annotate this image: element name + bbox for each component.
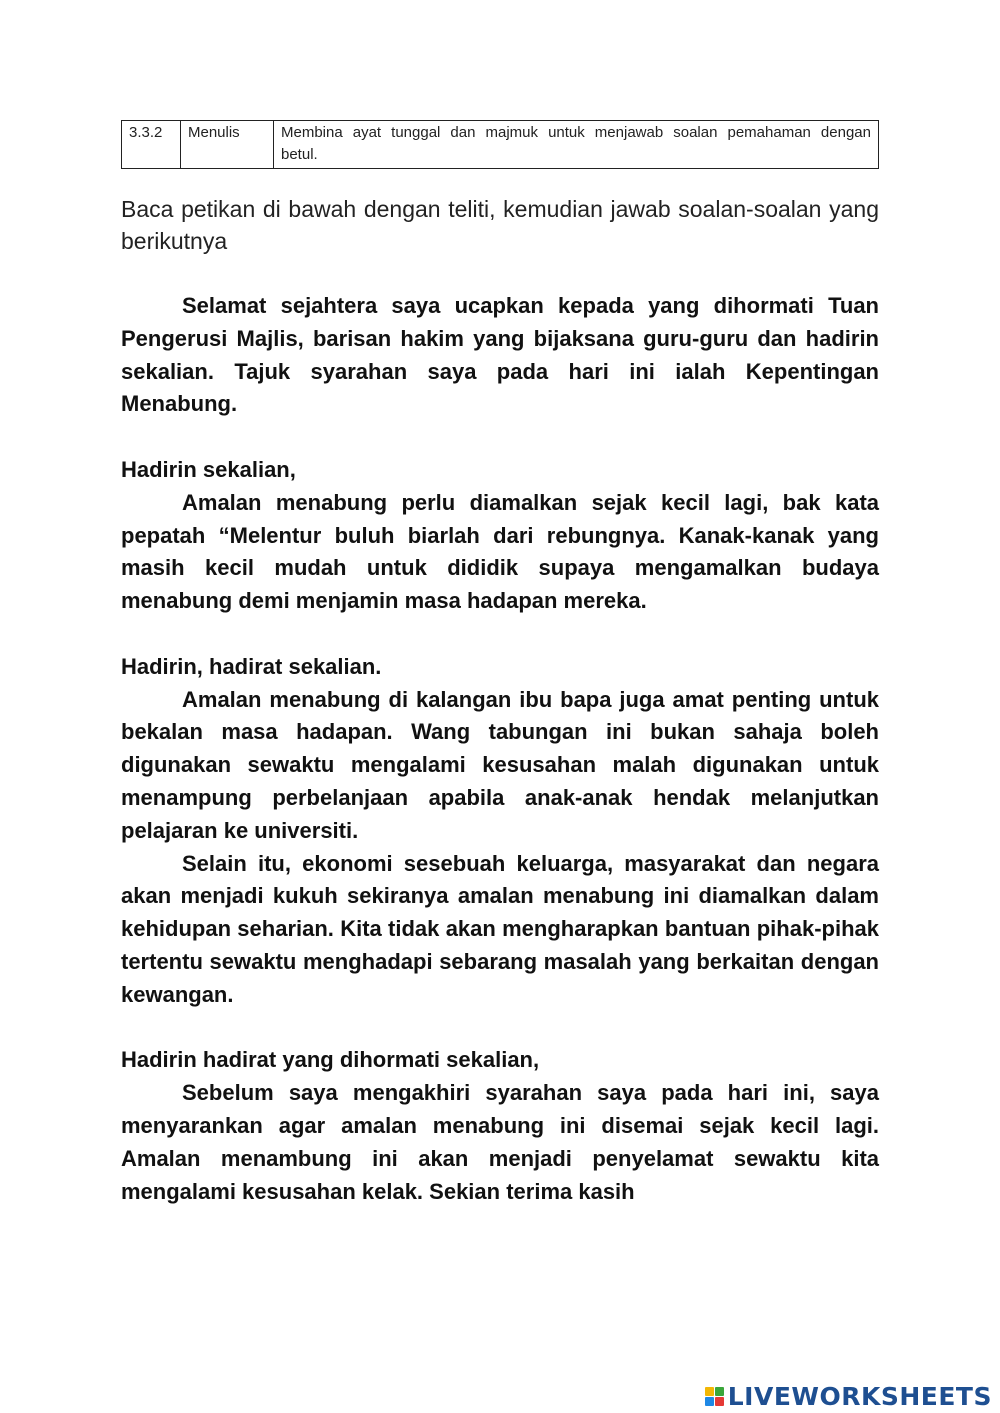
reading-passage: [121, 290, 879, 1208]
standard-code: 3.3.2: [122, 121, 181, 169]
standard-description: Membina ayat tunggal dan majmuk untuk menjawab soalan pemahaman dengan betul.: [274, 121, 879, 169]
passage-paragraph-4: Selain itu, ekonomi sesebuah keluarga, masyarakat dan negara akan menjadi kukuh sekiranya amalan menabung ini diamalkan dalam kehidupan seharian. Kita tidak akan mengharapkan bantuan pihak-pihak tertentu sewaktu menghadapi sebarang masalah yang berkaitan dengan kewangan.: [121, 850, 879, 1007]
watermark-text: LIVEWORKSHEETS: [727, 1381, 992, 1411]
passage-greeting-3: Hadirin hadirat yang dihormati sekalian,: [121, 1047, 540, 1073]
learning-standard-table: [121, 120, 879, 169]
standard-skill: Menulis: [181, 121, 274, 169]
instruction-text: Baca petikan di bawah dengan teliti, kemudian jawab soalan-soalan yang berikutnya: [121, 196, 879, 254]
passage-paragraph-5: Sebelum saya mengakhiri syarahan saya pada hari ini, saya menyarankan agar amalan menabung ini disemai sejak kecil lagi. Amalan menambung ini akan menjadi penyelamat sewaktu kita mengalami kesusahan kelak. Sekian terima kasih: [121, 1080, 879, 1204]
passage-paragraph-1: Selamat sejahtera saya ucapkan kepada yang dihormati Tuan Pengerusi Majlis, barisan hakim yang bijaksana guru-guru dan hadirin sekalian. Tajuk syarahan saya pada hari ini ialah Kepentingan Menabung.: [121, 293, 879, 417]
liveworksheets-watermark: [705, 1383, 992, 1409]
passage-paragraph-3: Amalan menabung di kalangan ibu bapa juga amat penting untuk bekalan masa hadapan. Wang tabungan ini bukan sahaja boleh digunakan sewaktu mengalami kesusahan malah digunakan untuk menampung perbelanjaan apabila anak-anak hendak melanjutkan pelajaran ke universiti.: [121, 686, 879, 843]
passage-paragraph-2: Amalan menabung perlu diamalkan sejak kecil lagi, bak kata pepatah “Melentur buluh biarlah dari rebungnya. Kanak-kanak yang masih kecil mudah untuk dididik supaya mengamalkan budaya menabung demi menjamin masa hadapan mereka.: [121, 489, 879, 614]
passage-greeting-2: Hadirin, hadirat sekalian.: [121, 653, 382, 679]
passage-greeting-1: Hadirin sekalian,: [121, 456, 296, 482]
table-row: [122, 121, 879, 169]
liveworksheets-logo-icon: [705, 1387, 724, 1406]
